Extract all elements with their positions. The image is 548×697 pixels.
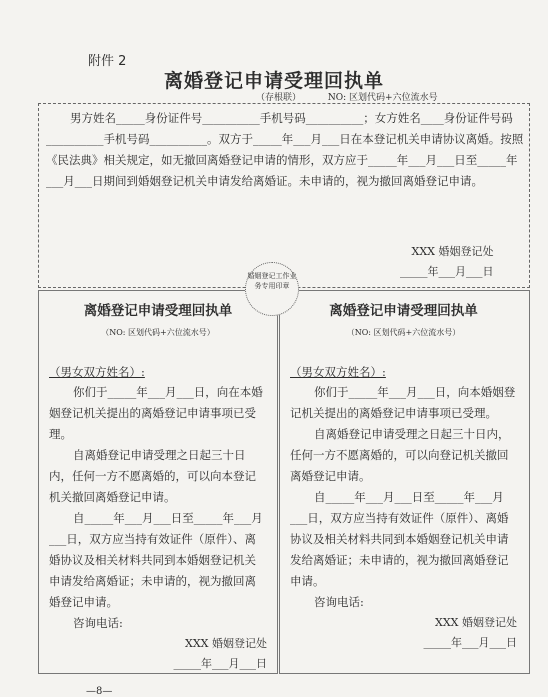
stub-signature — [400, 242, 494, 282]
official-seal: 婚姻登记工作业务专用印章 — [245, 262, 299, 316]
stub-body — [46, 108, 524, 192]
page-number: —8— — [86, 686, 113, 697]
right-receipt-body — [290, 382, 517, 613]
stub-tag: （存根联） — [256, 93, 302, 103]
left-receipt-names: （男女双方姓名）: — [49, 365, 145, 379]
right-receipt-serial: （NO: 区划代码+六位流水号） — [346, 328, 461, 337]
stub-office: XXX 婚姻登记处 — [411, 245, 494, 258]
right-receipt-office: XXX 婚姻登记处 — [435, 616, 517, 629]
left-receipt-date: _____年___月___日 — [173, 657, 267, 670]
left-receipt-title: 离婚登记申请受理回执单 — [83, 303, 233, 319]
stub-serial-number: NO: 区划代码+六位流水号 — [327, 93, 438, 103]
document-title: 离婚登记申请受理回执单 — [163, 70, 384, 92]
stub-paragraph: 男方姓名_____身份证件号__________手机号码__________；女方姓名____身份证件号码__________手机号码__________。双方于_____年___月___日在本登记机关申请协议离婚。按照《民法典》相关规定，如无撤回离婚登记申请的情形，双方应于_____年___月___日至_____年___月___日期间到婚姻登记机关申请发给离婚证。未申请的，视为撤回离婚登记申请。 — [46, 111, 524, 188]
stub-date: _____年___月___日 — [400, 265, 494, 278]
right-receipt-names: （男女双方姓名）: — [290, 365, 386, 379]
right-receipt-paragraph-1: 你们于_____年___月___日，向本婚姻登记机关提出的离婚登记申请事项已受理。 — [290, 385, 516, 420]
right-receipt-date: _____年___月___日 — [423, 636, 517, 649]
right-receipt-paragraph-2: 自离婚登记申请受理之日起三十日内，任何一方不愿离婚的，可以向登记机关撤回离婚登记申请。 — [290, 427, 510, 483]
left-receipt — [38, 290, 278, 674]
right-receipt-signature — [290, 613, 517, 653]
left-receipt-signature — [49, 634, 267, 674]
right-receipt-title: 离婚登记申请受理回执单 — [329, 303, 478, 319]
left-receipt-office: XXX 婚姻登记处 — [185, 637, 267, 650]
left-receipt-serial: （NO: 区划代码+六位流水号） — [101, 328, 215, 337]
right-receipt — [279, 290, 530, 674]
left-receipt-paragraph-3: 自_____年___月___日至_____年___月___日，双方应当持有效证件（原件）、离婚协议及相关材料共同到本婚姻登记机关申请发给离婚证；未申请的，视为撤回离婚登记申请。 — [49, 511, 263, 609]
left-receipt-body — [49, 382, 267, 634]
right-receipt-phone: 咨询电话: — [314, 595, 364, 609]
left-receipt-paragraph-1: 你们于_____年___月___日，向在本婚姻登记机关提出的离婚登记申请事项已受理。 — [49, 385, 263, 441]
attachment-label: 附件 2 — [88, 54, 127, 69]
right-receipt-paragraph-3: 自_____年___月___日至_____年___月___日，双方应当持有效证件（原件）、离婚协议及相关材料共同到本婚姻登记机关申请发给离婚证；未申请的，视为撤回离婚登记申请。 — [290, 490, 509, 588]
left-receipt-phone: 咨询电话: — [73, 616, 123, 630]
left-receipt-paragraph-2: 自离婚登记申请受理之日起三十日内，任何一方不愿离婚的，可以向本登记机关撤回离婚登记申请。 — [49, 448, 256, 504]
stub-subheading — [256, 90, 438, 103]
